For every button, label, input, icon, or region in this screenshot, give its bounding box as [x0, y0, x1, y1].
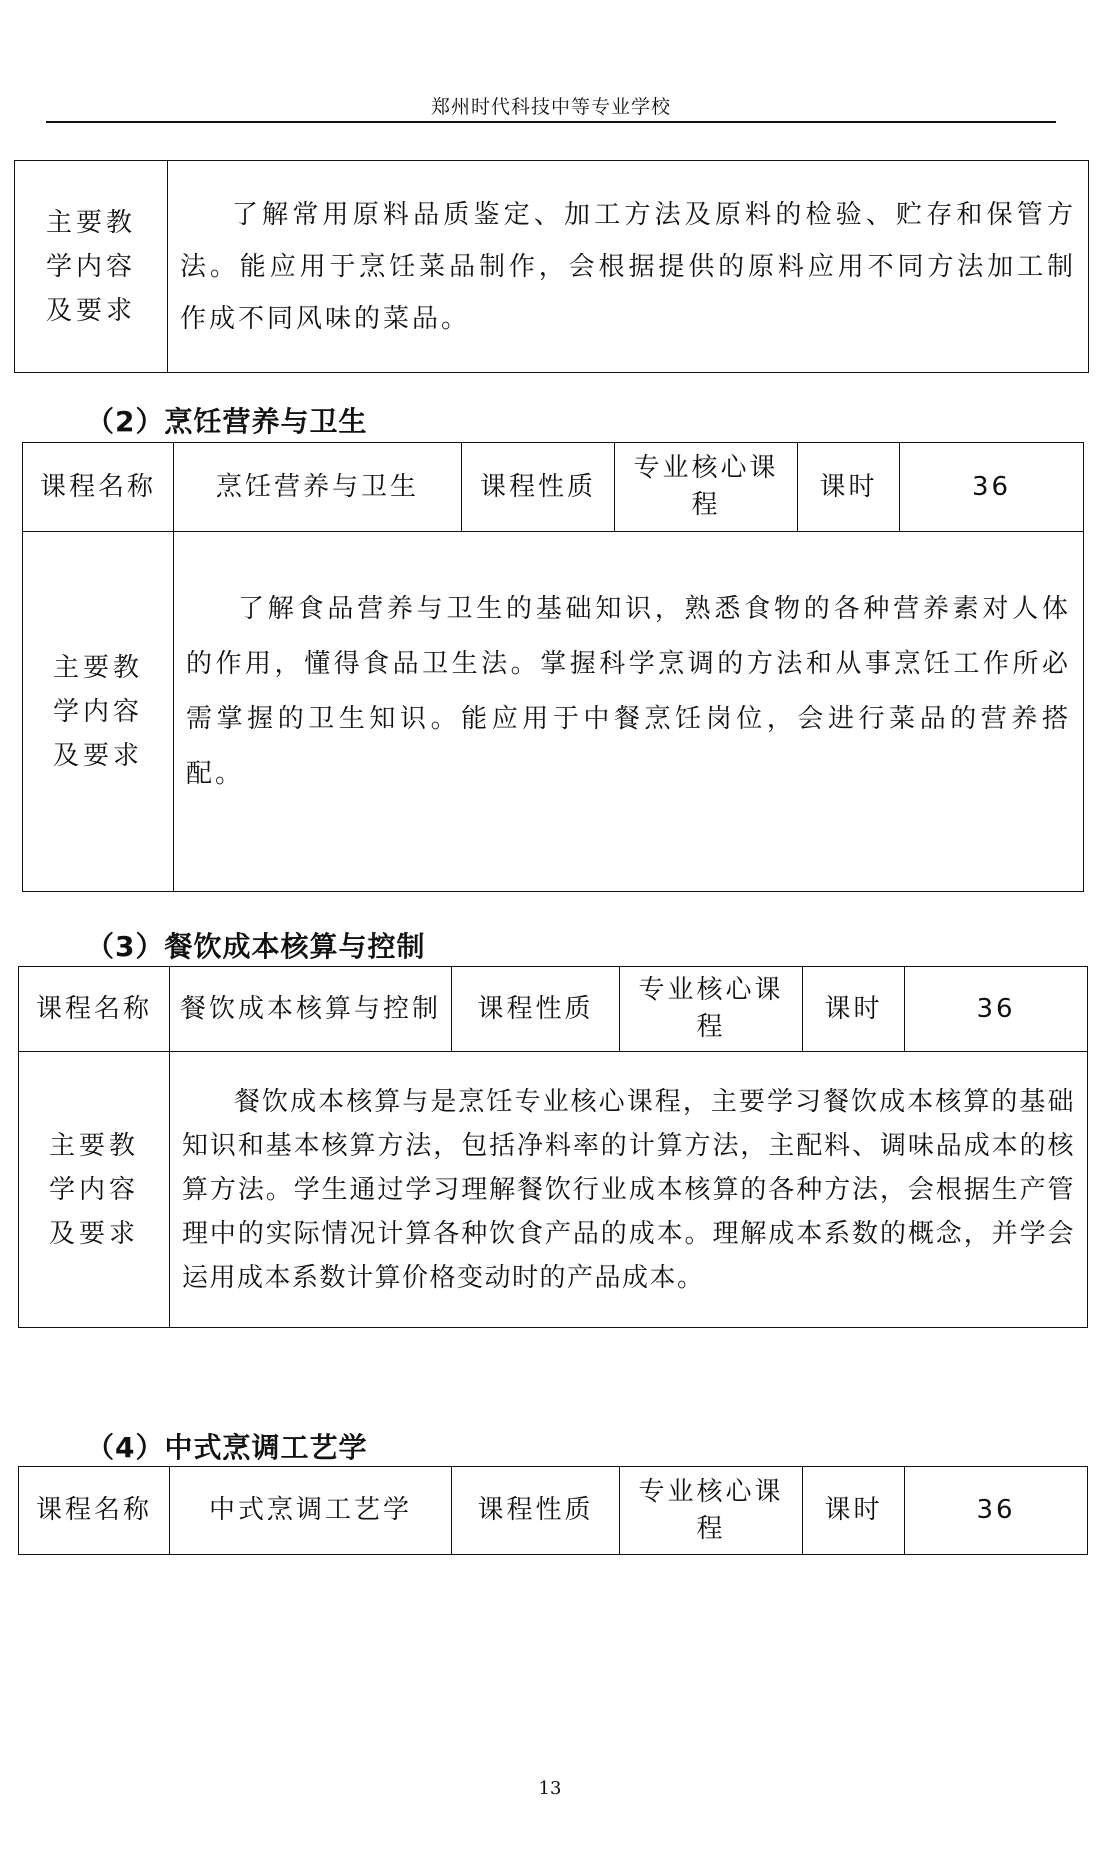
course-nature-value: 专业核心课程 [615, 443, 798, 532]
hours-value: 36 [905, 967, 1088, 1052]
course-name-value: 餐饮成本核算与控制 [170, 967, 452, 1052]
course-table-fragment [14, 160, 1089, 373]
course-nature-value: 专业核心课程 [620, 1467, 803, 1555]
content-requirements-label: 主要教学内容及要求 [23, 532, 174, 892]
content-requirements-label: 主要教学内容及要求 [19, 1052, 170, 1328]
running-header: 郑州时代科技中等专业学校 [430, 96, 671, 118]
content-requirements-label: 主要教学内容及要求 [15, 161, 168, 373]
hours-value: 36 [900, 443, 1084, 532]
course-table-2 [22, 442, 1084, 892]
course-content-cell [168, 161, 1089, 373]
hours-label: 课时 [803, 1467, 905, 1555]
course-content-cell [170, 1052, 1088, 1328]
header-rule [46, 121, 1056, 123]
page-number: 13 [538, 1778, 562, 1799]
course-name-value: 中式烹调工艺学 [170, 1467, 452, 1555]
section-title-2: （2）烹饪营养与卫生 [86, 405, 368, 438]
course-content-text: 了解常用原料品质鉴定、加工方法及原料的检验、贮存和保管方法。能应用于烹饪菜品制作，会根据提供的原料应用不同方法加工制作成不同风味的菜品。 [180, 199, 1076, 334]
course-name-label: 课程名称 [23, 443, 174, 532]
hours-label: 课时 [803, 967, 905, 1052]
course-content-text: 了解食品营养与卫生的基础知识，熟悉食物的各种营养素对人体的作用，懂得食品卫生法。掌握科学烹调的方法和从事烹饪工作所必需掌握的卫生知识。能应用于中餐烹饪岗位，会进行菜品的营养搭配。 [186, 593, 1071, 789]
section-title-3: （3）餐饮成本核算与控制 [86, 930, 426, 963]
hours-label: 课时 [798, 443, 900, 532]
course-content-text: 餐饮成本核算与是烹饪专业核心课程，主要学习餐饮成本核算的基础知识和基本核算方法，包括净料率的计算方法，主配料、调味品成本的核算方法。学生通过学习理解餐饮行业成本核算的各种方法，会根据生产管理中的实际情况计算各种饮食产品的成本。理解成本系数的概念，并学会运用成本系数计算价格变动时的产品成本。 [182, 1086, 1075, 1293]
course-table-4 [18, 1466, 1088, 1555]
course-name-label: 课程名称 [19, 1467, 170, 1555]
course-nature-value: 专业核心课程 [620, 967, 803, 1052]
course-table-3 [18, 966, 1088, 1328]
course-content-cell [174, 532, 1084, 892]
course-nature-label: 课程性质 [462, 443, 615, 532]
course-name-label: 课程名称 [19, 967, 170, 1052]
section-title-4: （4）中式烹调工艺学 [86, 1431, 368, 1464]
hours-value: 36 [905, 1467, 1088, 1555]
course-nature-label: 课程性质 [452, 1467, 620, 1555]
course-name-value: 烹饪营养与卫生 [174, 443, 462, 532]
course-nature-label: 课程性质 [452, 967, 620, 1052]
